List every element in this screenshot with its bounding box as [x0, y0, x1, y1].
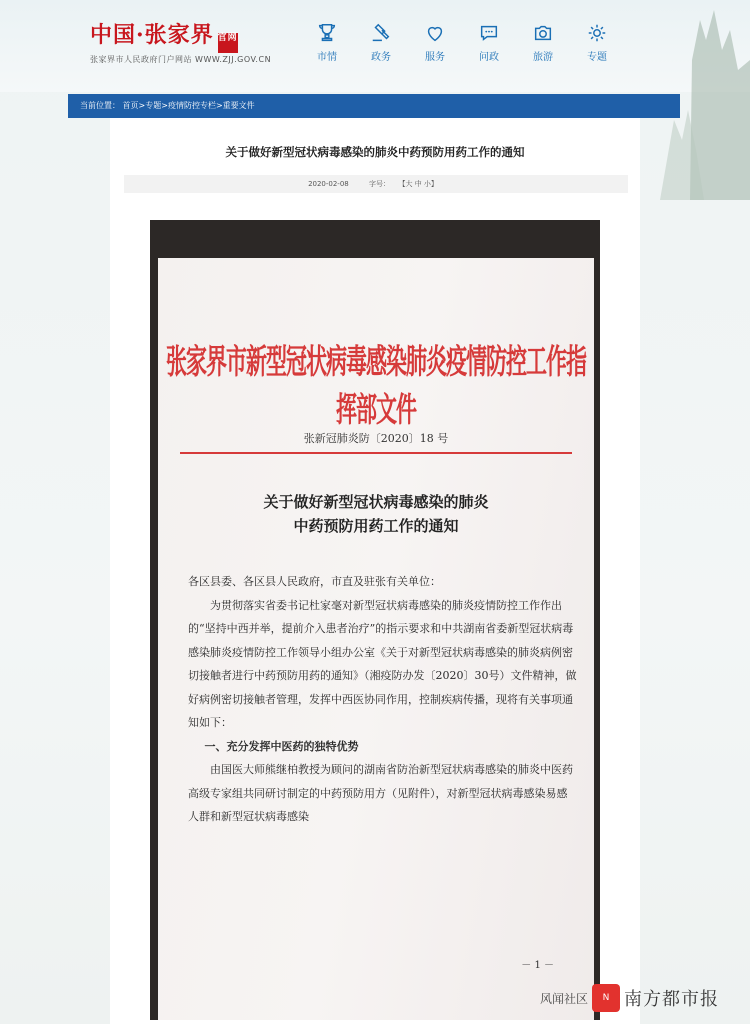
- nav-item-tourism[interactable]: [516, 22, 570, 63]
- camera-icon: [532, 22, 554, 44]
- article-meta: [124, 175, 628, 193]
- document-title: [158, 490, 594, 538]
- article-panel: [110, 118, 640, 1024]
- article-date: 2020-02-08: [308, 180, 349, 188]
- nav-item-service[interactable]: [408, 22, 462, 63]
- gavel-icon: [370, 22, 392, 44]
- main-nav: [300, 22, 624, 63]
- nav-label: 问政: [479, 52, 499, 63]
- document-title-line: 中药预防用药工作的通知: [293, 517, 459, 535]
- logo-subtitle: 张家界市人民政府门户网站 WWW.ZJJ.GOV.CN: [90, 55, 272, 64]
- document-paragraph: 由国医大师熊继柏教授为顾问的湖南省防治新型冠状病毒感染的肺炎中医药高级专家组共同研讨制定的中药预防用方（见附件），对新型冠状病毒感染易感人群和新型冠状病毒感染: [188, 763, 573, 823]
- font-size-options[interactable]: 【大 中 小】: [401, 180, 438, 188]
- page-number: － 1 －: [521, 960, 554, 971]
- document-paragraph: 为贯彻落实省委书记杜家毫对新型冠状病毒感染的肺炎疫情防控工作作出的“坚持中西并举，提前介入患者治疗”的指示要求和中共湖南省委新型冠状病毒感染肺炎疫情防控工作领导小组办公室《关于对新型冠状病毒感染的肺炎病例密切接触者进行中药预防用药的通知》（湘疫防办发〔2020〕30号）文件精神，做好病例密切接触者管理，发挥中西医协同作用，控制疾病传播，现将有关事项通知如下：: [188, 598, 577, 729]
- document-body: [188, 570, 578, 829]
- nav-item-government[interactable]: [354, 22, 408, 63]
- gear-icon: [586, 22, 608, 44]
- heart-icon: [424, 22, 446, 44]
- chat-icon: [478, 22, 500, 44]
- font-size-control: [363, 180, 444, 188]
- document-section-heading: 一、充分发挥中医药的独特优势: [204, 739, 359, 753]
- nav-label: 政务: [371, 52, 391, 63]
- watermark: [540, 978, 719, 1018]
- nav-label: 服务: [425, 52, 445, 63]
- nav-item-inquiry[interactable]: [462, 22, 516, 63]
- document-header: 张家界市新型冠状病毒感染肺炎疫情防控工作指挥部文件: [166, 340, 586, 429]
- site-header: [0, 0, 750, 92]
- site-logo[interactable]: [90, 18, 238, 53]
- document-photo: [150, 220, 600, 1020]
- nav-item-topics[interactable]: [570, 22, 624, 63]
- watermark-community: 风闻社区: [540, 991, 589, 1006]
- document-salutation: 各区县委、各区县人民政府，市直及驻张有关单位：: [188, 575, 441, 588]
- font-size-label: 字号：: [368, 180, 390, 188]
- document-paper: [158, 258, 594, 1020]
- nav-item-city-info[interactable]: [300, 22, 354, 63]
- trophy-icon: [316, 22, 338, 44]
- nav-label: 旅游: [533, 52, 553, 63]
- logo-seal: 官网: [218, 33, 238, 53]
- document-number: 张新冠肺炎防〔2020〕18 号: [303, 432, 449, 445]
- newspaper-logo-icon: N: [592, 984, 620, 1012]
- logo-text: 中国·张家界: [90, 22, 214, 48]
- breadcrumb[interactable]: 当前位置： 首页>专题>疫情防控专栏>重要文件: [68, 94, 680, 118]
- nav-label: 专题: [587, 52, 607, 63]
- nav-label: 市情: [317, 52, 337, 63]
- red-divider: [180, 452, 572, 454]
- watermark-newspaper: 南方都市报: [624, 989, 720, 1010]
- document-title-line: 关于做好新型冠状病毒感染的肺炎: [263, 493, 489, 511]
- article-title: 关于做好新型冠状病毒感染的肺炎中药预防用药工作的通知: [225, 145, 525, 159]
